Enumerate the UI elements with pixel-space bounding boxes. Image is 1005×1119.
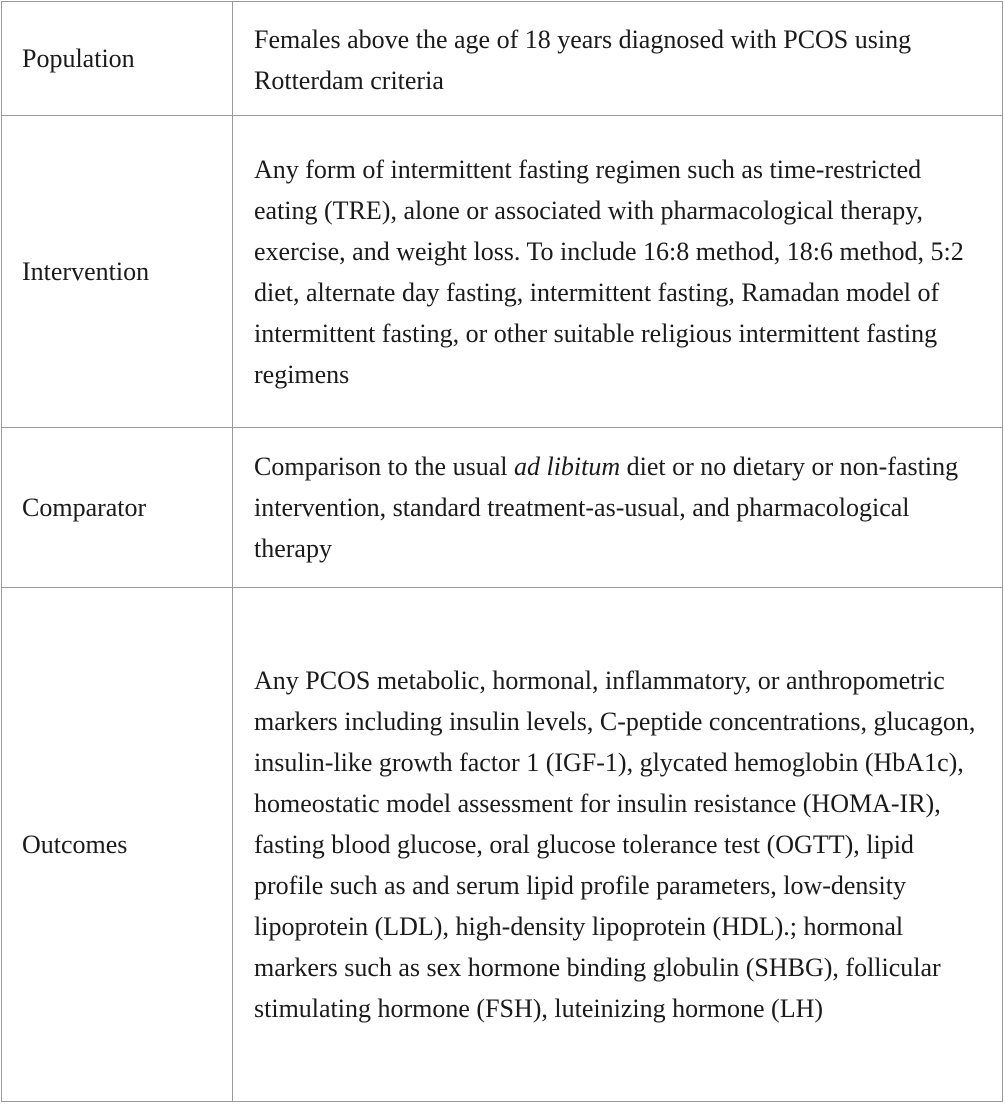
row-label-population: Population <box>2 2 233 116</box>
comparator-text-end: diet or no dietary or non-fasting intervention, standard treatment-as-usual, and pharmacological therapy <box>254 452 959 563</box>
row-label-intervention: Intervention <box>2 116 233 428</box>
row-text-outcomes: Any PCOS metabolic, hormonal, inflammatory, or anthropometric markers including insulin levels, C-peptide concentrations, glucagon, insulin-like growth factor 1 (IGF-1), glycated hemoglobin (HbA1c), homeostatic model assessment for insulin resistance (HOMA-IR), fasting blood glucose, oral glucose tolerance test (OGTT), lipid profile such as and serum lipid profile parameters, low-density lipoprotein (LDL), high-density lipoprotein (HDL).; hormonal markers such as sex hormone binding globulin (SHBG), follicular stimulating hormone (FSH), luteinizing hormone (LH) <box>233 588 1003 1102</box>
row-text-population: Females above the age of 18 years diagnosed with PCOS using Rotterdam criteria <box>233 2 1003 116</box>
table-row-outcomes <box>2 588 1003 1102</box>
comparator-text-italic: ad libitum <box>513 452 621 481</box>
row-text-comparator <box>233 428 1003 588</box>
row-text-intervention: Any form of intermittent fasting regimen such as time-restricted eating (TRE), alone or associated with pharmacological therapy, exercise, and weight loss. To include 16:8 method, 18:6 method, 5:2 diet, alternate day fasting, intermittent fasting, Ramadan model of intermittent fasting, or other suitable religious intermittent fasting regimens <box>233 116 1003 428</box>
comparator-text-start: Comparison to the usual <box>254 452 514 481</box>
pico-criteria-table <box>1 1 1003 1102</box>
table-row-population <box>2 2 1003 116</box>
table-row-comparator <box>2 428 1003 588</box>
row-label-outcomes: Outcomes <box>2 588 233 1102</box>
row-label-comparator: Comparator <box>2 428 233 588</box>
table-row-intervention <box>2 116 1003 428</box>
